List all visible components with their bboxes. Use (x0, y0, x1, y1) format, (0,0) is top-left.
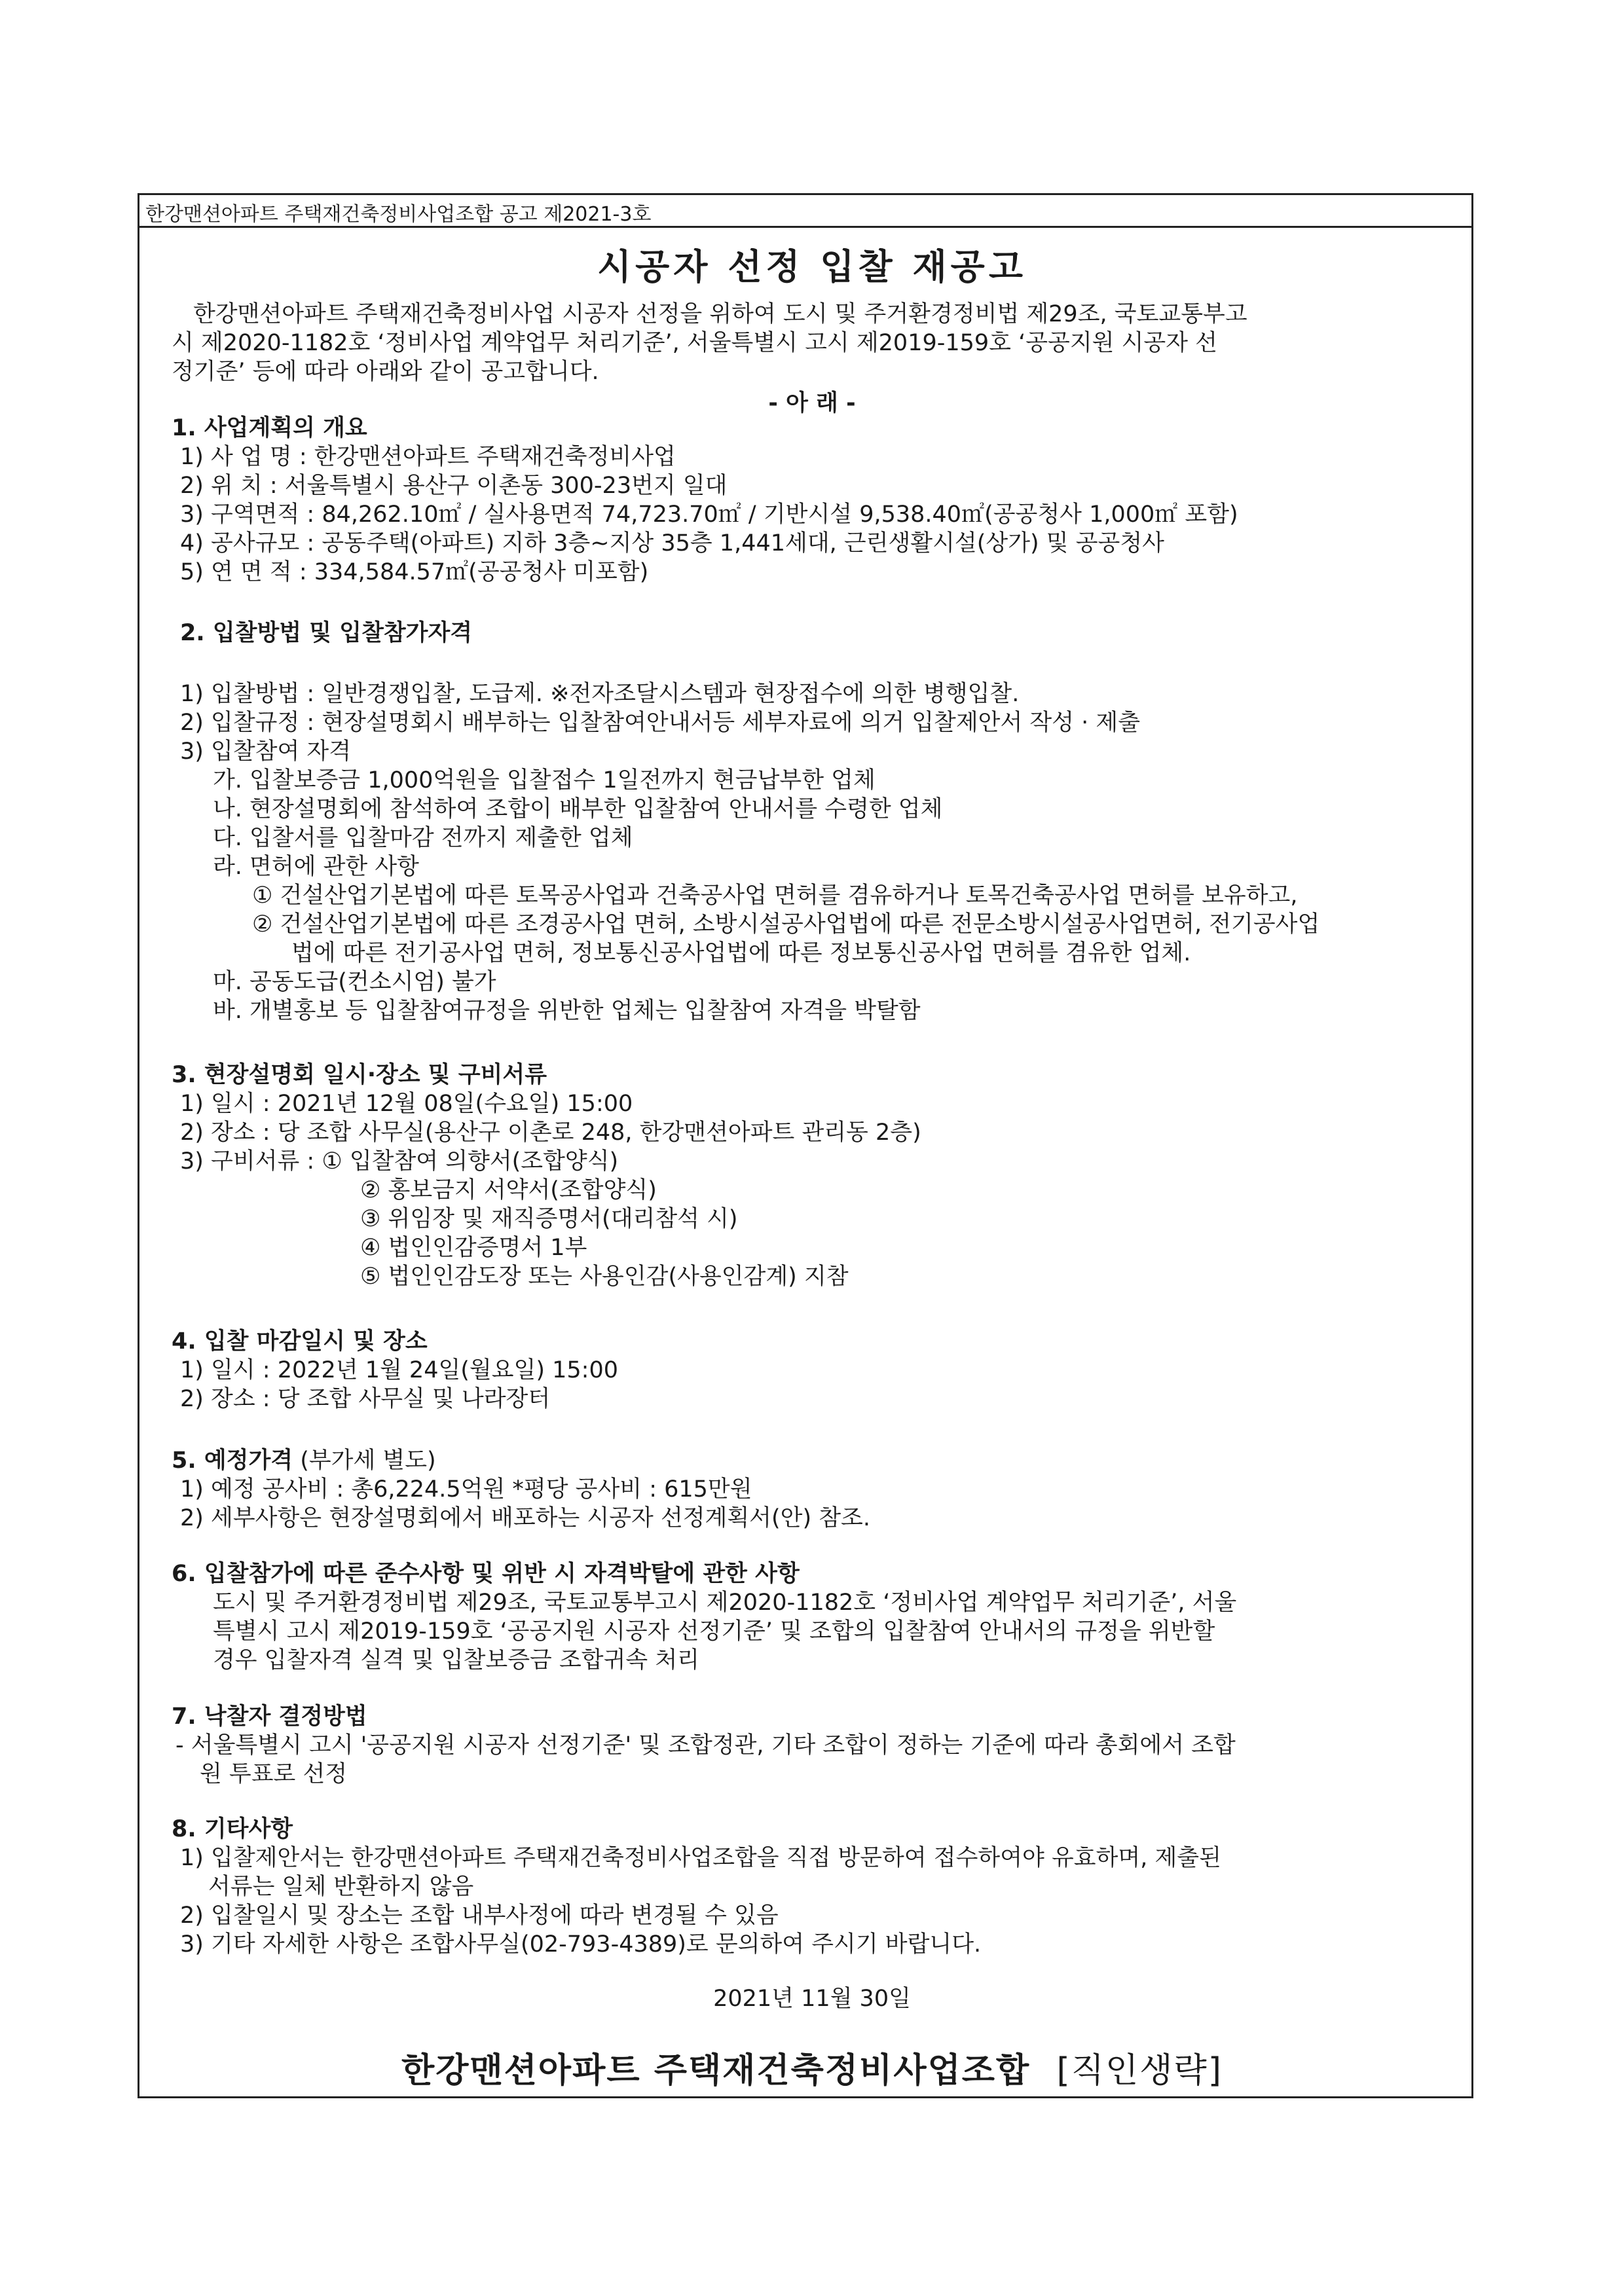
section-heading: 2. 입찰방법 및 입찰참가자격 (180, 620, 473, 646)
list-item: 5) 연 면 적 : 334,584.57㎡(공공청사 미포함) (180, 559, 649, 585)
list-item: ① 건설산업기본법에 따른 토목공사업과 건축공사업 면허를 겸유하거나 토목건축공사업 면허를 보유하고, (252, 883, 1298, 909)
list-item: 원 투표로 선정 (200, 1761, 348, 1787)
notice-date: 2021년 11월 30일 (713, 1986, 911, 2012)
list-item: 1) 사 업 명 : 한강맨션아파트 주택재건축정비사업 (180, 444, 676, 470)
page-title: 시공자 선정 입찰 재공고 (597, 246, 1027, 287)
list-item: 3) 구비서류 : ① 입찰참여 의향서(조합양식) (180, 1148, 619, 1175)
header-divider (138, 226, 1473, 228)
list-item: 마. 공동도급(컨소시엄) 불가 (213, 969, 496, 995)
list-item: 2) 위 치 : 서울특별시 용산구 이촌동 300-23번지 일대 (180, 473, 728, 499)
list-item: 다. 입찰서를 입찰마감 전까지 제출한 업체 (213, 825, 633, 851)
issuer-signature (0, 2043, 1624, 2092)
list-item: 2) 장소 : 당 조합 사무실 및 나라장터 (180, 1386, 551, 1412)
list-item: 경우 입찰자격 실격 및 입찰보증금 조합귀속 처리 (213, 1647, 699, 1673)
section-heading: 7. 낙찰자 결정방법 (172, 1704, 367, 1730)
list-item: ② 건설산업기본법에 따른 조경공사업 면허, 소방시설공사업법에 따른 전문소방시설공사업면허, 전기공사업 (252, 911, 1320, 938)
list-item: 4) 공사규모 : 공동주택(아파트) 지하 3층~지상 35층 1,441세대, 근린생활시설(상가) 및 공공청사 (180, 530, 1164, 556)
list-item: 3) 구역면적 : 84,262.10㎡ / 실사용면적 74,723.70㎡ / 기반시설 9,538.40㎡(공공청사 1,000㎡ 포함) (180, 501, 1238, 528)
list-item: - 서울특별시 고시 '공공지원 시공자 선정기준' 및 조합정관, 기타 조합이 정하는 기준에 따라 총회에서 조합 (175, 1732, 1236, 1758)
list-item: 3) 기타 자세한 사항은 조합사무실(02-793-4389)로 문의하여 주시기 바랍니다. (180, 1931, 982, 1958)
notice-number: 한강맨션아파트 주택재건축정비사업조합 공고 제2021-3호 (145, 203, 652, 226)
below-marker: - 아 래 - (768, 390, 856, 416)
seal-omitted-note: [직인생략] (1056, 2051, 1223, 2090)
section-heading-text: 5. 예정가격 (172, 1448, 293, 1474)
list-item: 라. 면허에 관한 사항 (213, 854, 419, 880)
list-item: ④ 법인인감증명서 1부 (360, 1235, 587, 1261)
list-item: 서류는 일체 반환하지 않음 (208, 1874, 474, 1900)
intro-line: 정기준’ 등에 따라 아래와 같이 공고합니다. (172, 359, 599, 385)
list-item: 1) 예정 공사비 : 총6,224.5억원 *평당 공사비 : 615만원 (180, 1476, 752, 1503)
list-item: 2) 세부사항은 현장설명회에서 배포하는 시공자 선정계획서(안) 참조. (180, 1505, 870, 1531)
list-item: 가. 입찰보증금 1,000억원을 입찰접수 1일전까지 현금납부한 업체 (213, 767, 876, 793)
list-item: 2) 입찰일시 및 장소는 조합 내부사정에 따라 변경될 수 있음 (180, 1903, 779, 1929)
list-item: 특별시 고시 제2019-159호 ‘공공지원 시공자 선정기준’ 및 조합의 입찰참여 안내서의 규정을 위반할 (213, 1618, 1215, 1645)
list-item: 3) 입찰참여 자격 (180, 738, 352, 765)
section-heading (172, 1446, 436, 1475)
section-heading: 6. 입찰참가에 따른 준수사항 및 위반 시 자격박탈에 관한 사항 (172, 1561, 800, 1587)
list-item: 1) 일시 : 2022년 1월 24일(월요일) 15:00 (180, 1357, 618, 1383)
list-item: 바. 개별홍보 등 입찰참여규정을 위반한 업체는 입찰참여 자격을 박탈함 (213, 998, 921, 1024)
section-heading: 1. 사업계획의 개요 (172, 415, 367, 441)
list-item: 2) 입찰규정 : 현장설명회시 배부하는 입찰참여안내서등 세부자료에 의거 입찰제안서 작성 · 제출 (180, 710, 1141, 736)
section-heading: 8. 기타사항 (172, 1816, 293, 1842)
section-heading: 3. 현장설명회 일시·장소 및 구비서류 (172, 1062, 547, 1088)
list-item: 나. 현장설명회에 참석하여 조합이 배부한 입찰참여 안내서를 수령한 업체 (213, 796, 943, 822)
section-heading: 4. 입찰 마감일시 및 장소 (172, 1328, 428, 1355)
list-item: ⑤ 법인인감도장 또는 사용인감(사용인감계) 지참 (360, 1264, 849, 1290)
list-item: 법에 따른 전기공사업 면허, 정보통신공사업법에 따른 정보통신공사업 면허를 겸유한 업체. (291, 940, 1191, 966)
list-item: 1) 일시 : 2021년 12월 08일(수요일) 15:00 (180, 1091, 633, 1117)
issuer-name: 한강맨션아파트 주택재건축정비사업조합 (401, 2051, 1031, 2090)
list-item: 1) 입찰방법 : 일반경쟁입찰, 도급제. ※전자조달시스템과 현장접수에 의한 병행입찰. (180, 681, 1020, 707)
intro-line: 시 제2020-1182호 ‘정비사업 계약업무 처리기준’, 서울특별시 고시 제2019-159호 ‘공공지원 시공자 선 (172, 330, 1217, 356)
list-item: ③ 위임장 및 재직증명서(대리참석 시) (360, 1206, 738, 1232)
list-item: 2) 장소 : 당 조합 사무실(용산구 이촌로 248, 한강맨션아파트 관리동 2층) (180, 1120, 921, 1146)
list-item: 1) 입찰제안서는 한강맨션아파트 주택재건축정비사업조합을 직접 방문하여 접수하여야 유효하며, 제출된 (180, 1845, 1221, 1871)
list-item: ② 홍보금지 서약서(조합양식) (360, 1177, 657, 1203)
section-heading-note: (부가세 별도) (293, 1448, 436, 1474)
intro-line: 한강맨션아파트 주택재건축정비사업 시공자 선정을 위하여 도시 및 주거환경정비법 제29조, 국토교통부고 (193, 301, 1247, 327)
list-item: 도시 및 주거환경정비법 제29조, 국토교통부고시 제2020-1182호 ‘정비사업 계약업무 처리기준’, 서울 (213, 1590, 1237, 1616)
